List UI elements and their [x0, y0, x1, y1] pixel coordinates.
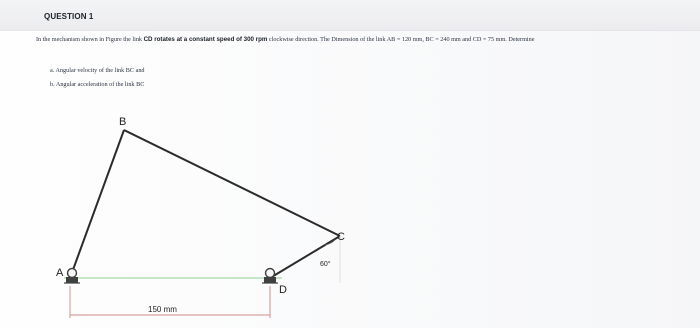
- problem-statement-part2: clockwise direction. The Dimension of the link AB = 120 mm, BC = 240 mm and CD = 75 mm. Determine: [267, 36, 535, 43]
- angle-label: 60°: [320, 261, 331, 268]
- dimension-label: 150 mm: [148, 305, 177, 314]
- point-a-label: A: [56, 267, 64, 279]
- point-c-label: C: [337, 231, 345, 243]
- mechanism-links: [70, 130, 340, 278]
- question-title: QUESTION 1: [44, 12, 94, 21]
- problem-statement-emphasis: CD rotates at a constant speed of 300 rpm: [143, 36, 268, 43]
- support-a: [64, 269, 80, 284]
- task-item-a: a. Angular velocity of the link BC and: [50, 67, 145, 74]
- task-item-b: b. Angular acceleration of the link BC: [50, 81, 145, 88]
- point-d-label: D: [279, 284, 287, 296]
- problem-statement-part1: In the mechanism shown in Figure the link: [36, 36, 144, 43]
- point-b-label: B: [119, 116, 127, 128]
